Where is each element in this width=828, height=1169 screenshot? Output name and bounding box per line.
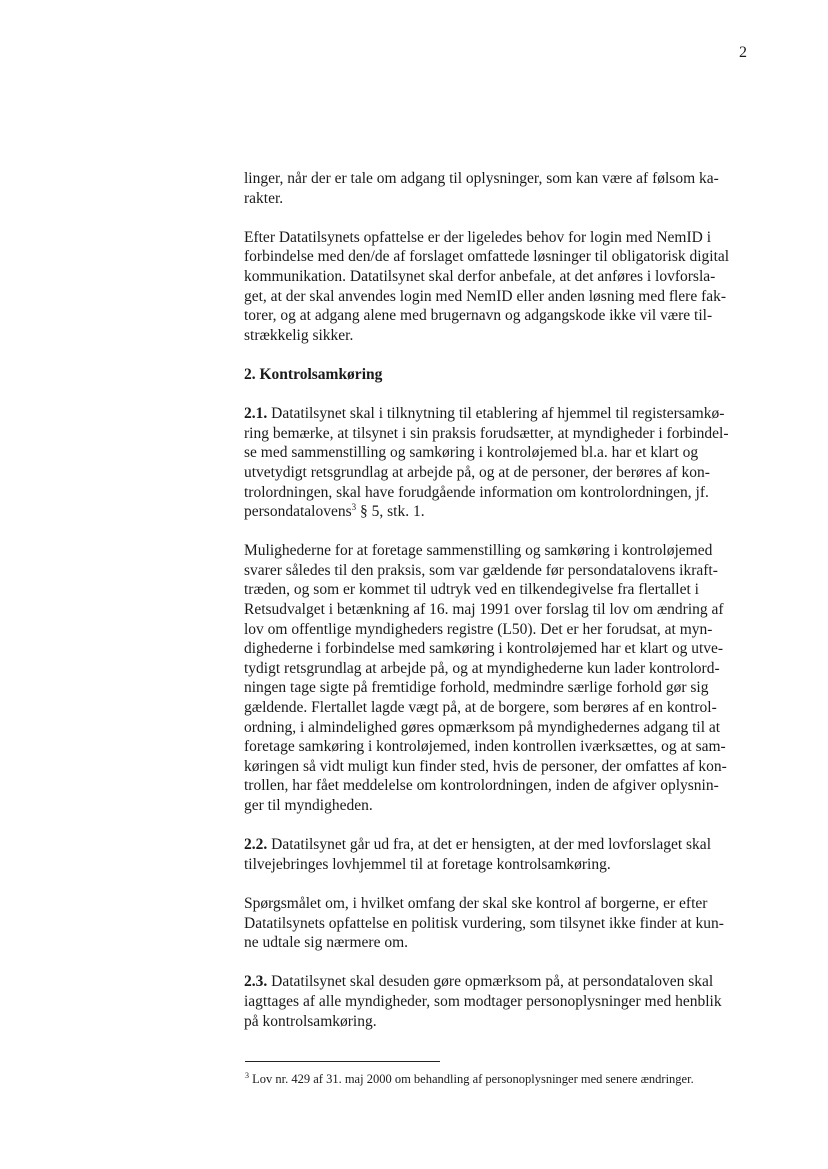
paragraph-2-3 [244,972,754,1031]
paragraph-continuation: linger, når der er tale om adgang til oplysninger, som kan være af følsom ka- rakter. [244,170,719,207]
paragraph-spoergsmaalet: Spørgsmålet om, i hvilket omfang der skal ske kontrol af borgerne, er efter Datatilsynets opfattelse en politisk vurdering, som tilsynet ikke finder at kun- ne udtale sig nærmere om. [244,894,724,952]
footnote-text: Lov nr. 429 af 31. maj 2000 om behandling af personoplysninger med senere ændringer. [249,1072,694,1086]
paragraph-text-tail: § 5, stk. 1. [356,503,425,521]
section-heading: 2. Kontrolsamkøring [244,365,383,383]
document-body [244,169,754,1051]
section-number: 2.2. [244,836,268,854]
paragraph-mulighederne: Mulighederne for at foretage sammenstilling og samkøring i kontroløjemed svarer således til den praksis, som var gældende før persondatalovens ikraft- træden, og som er kommet til udtryk ved en tilkendegivelse fra flertallet i Retsudvalget i betænkning af 16. maj 1991 over forslag til lov om ændring af lov om offentlige myndigheders registre (L50). Det er her forudsat, at myn- dighederne i forbindelse med samkøring i kontroløjemed har et klart og utve- tydigt retsgrundlag at arbejde på, og at myndighederne kun lader kontrolord- ningen tage sigte på fremtidige forhold, medmindre særlige forhold gør sig gældende. Flertallet lagde vægt på, at de borgere, som berøres af en kontrol- ordning, i almindelighed gøres opmærksom på myndighedernes adgang til at foretage samkøring i kontroløjemed, inden kontrollen iværksættes, og at sam- køringen så vidt muligt kun finder sted, hvis de personer, der omfattes af kon- trollen, har fået meddelelse om kontrolordningen, inden de afgiver oplysnin- ger til myndigheden. [244,542,727,814]
paragraph-text: Datatilsynet skal desuden gøre opmærksom på, at persondataloven skal iagttages af alle myndigheder, som modtager personoplysninger med henblik på kontrolsamkøring. [244,973,722,1030]
paragraph-text: Datatilsynet går ud fra, at det er hensigten, at der med lovforslaget skal tilvejebringes lovhjemmel til at foretage kontrolsamkøring. [244,836,711,873]
paragraph-text: Datatilsynet skal i tilknytning til etablering af hjemmel til registersamkø- ring bemærke, at tilsynet i sin praksis forudsætter, at myndigheder i forbindel- se med sammenstilling og samkøring i kontroløjemed bl.a. har et klart og utvetydigt retsgrundlag at arbejde på, og at de personer, der berøres af kon- trolordningen, skal have forudgående information om kontrolordningen, jf. persondatalovens [244,405,729,521]
footnote-marker: 3 [245,1071,249,1080]
paragraph-2-2 [244,835,754,874]
page-number: 2 [739,44,747,61]
section-number: 2.3. [244,973,268,991]
paragraph-nemid: Efter Datatilsynets opfattelse er der ligeledes behov for login med NemID i forbindelse med den/de af forslaget omfattede løsninger til obligatorisk digital kommunikation. Datatilsynet skal derfor anbefale, at det anføres i lovforsla- get, at der skal anvendes login med NemID eller anden løsning med flere fak- torer, og at adgang alene med brugernavn og adgangskode ikke vil være til- strækkelig sikker. [244,228,730,344]
section-number: 2.1. [244,405,268,423]
footnote-divider [245,1061,440,1062]
paragraph-2-1 [244,404,754,522]
footnote [245,1072,694,1087]
footnote-reference: 3 [351,502,357,513]
